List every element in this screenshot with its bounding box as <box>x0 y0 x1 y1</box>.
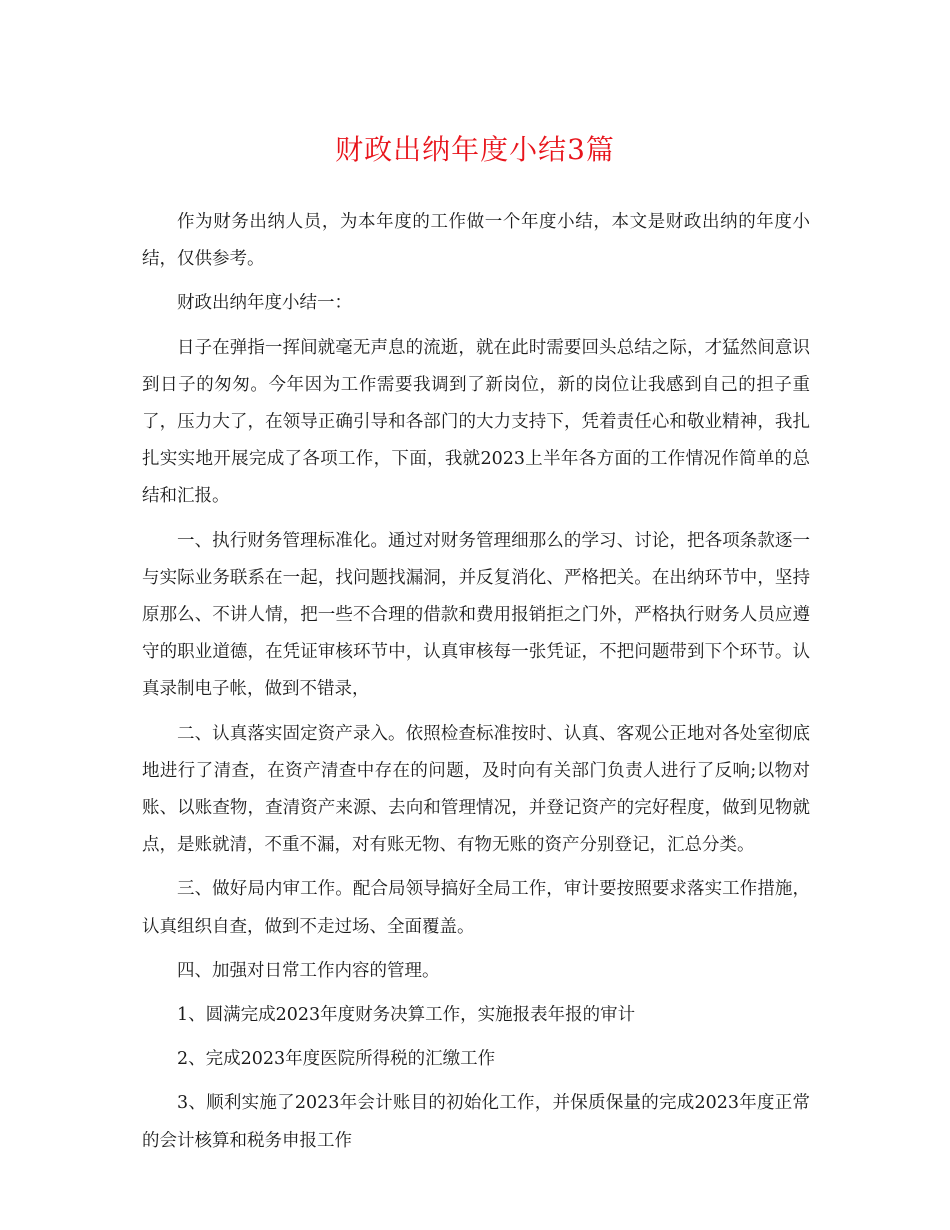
list-item: 1、圆满完成2023年度财务决算工作，实施报表年报的审计 <box>177 1005 636 1026</box>
list-item: 2、完成2023年度医院所得税的汇缴工作 <box>177 1049 496 1070</box>
body-paragraph: 日子在弹指一挥间就毫无声息的流逝，就在此时需要回头总结之际，才猛然间意识到日子的匆匆。今年因为工作需要我调到了新岗位，新的岗位让我感到自己的担子重了，压力大了，在领导正确引导和各部门的大力支持下，凭着责任心和敬业精神，我扎扎实实地开展完成了各项工作，下面，我就2023上半年各方面的工作情况作简单的总结和汇报。 <box>142 337 810 507</box>
section-heading: 财政出纳年度小结一： <box>177 293 352 314</box>
item-paragraph-4: 四、加强对日常工作内容的管理。 <box>177 960 440 981</box>
item-paragraph-1: 一、执行财务管理标准化。通过对财务管理细那么的学习、讨论，把各项条款逐一与实际业务联系在一起，找问题找漏洞，并反复消化、严格把关。在出纳环节中，坚持原那么、不讲人情，把一些不合理的借款和费用报销拒之门外，严格执行财务人员应遵守的职业道德，在凭证审核环节中，认真审核每一张凭证，不把问题带到下个环节。认真录制电子帐，做到不错录， <box>142 530 810 700</box>
item-paragraph-3: 三、做好局内审工作。配合局领导搞好全局工作，审计要按照要求落实工作措施，认真组织自查，做到不走过场、全面覆盖。 <box>142 879 810 937</box>
list-item: 3、顺利实施了2023年会计账目的初始化工作，并保质保量的完成2023年度正常的会计核算和税务申报工作 <box>142 1093 810 1151</box>
document-body <box>142 204 810 1167</box>
document-title: 财政出纳年度小结3篇 <box>335 133 615 166</box>
intro-paragraph: 作为财务出纳人员，为本年度的工作做一个年度小结，本文是财政出纳的年度小结，仅供参考。 <box>142 212 810 270</box>
item-paragraph-2: 二、认真落实固定资产录入。依照检查标准按时、认真、客观公正地对各处室彻底地进行了清查，在资产清查中存在的问题，及时向有关部门负责人进行了反响;以物对账、以账查物，查清资产来源、去向和管理情况，并登记资产的完好程度，做到见物就点，是账就清，不重不漏，对有账无物、有物无账的资产分别登记，汇总分类。 <box>142 723 810 856</box>
